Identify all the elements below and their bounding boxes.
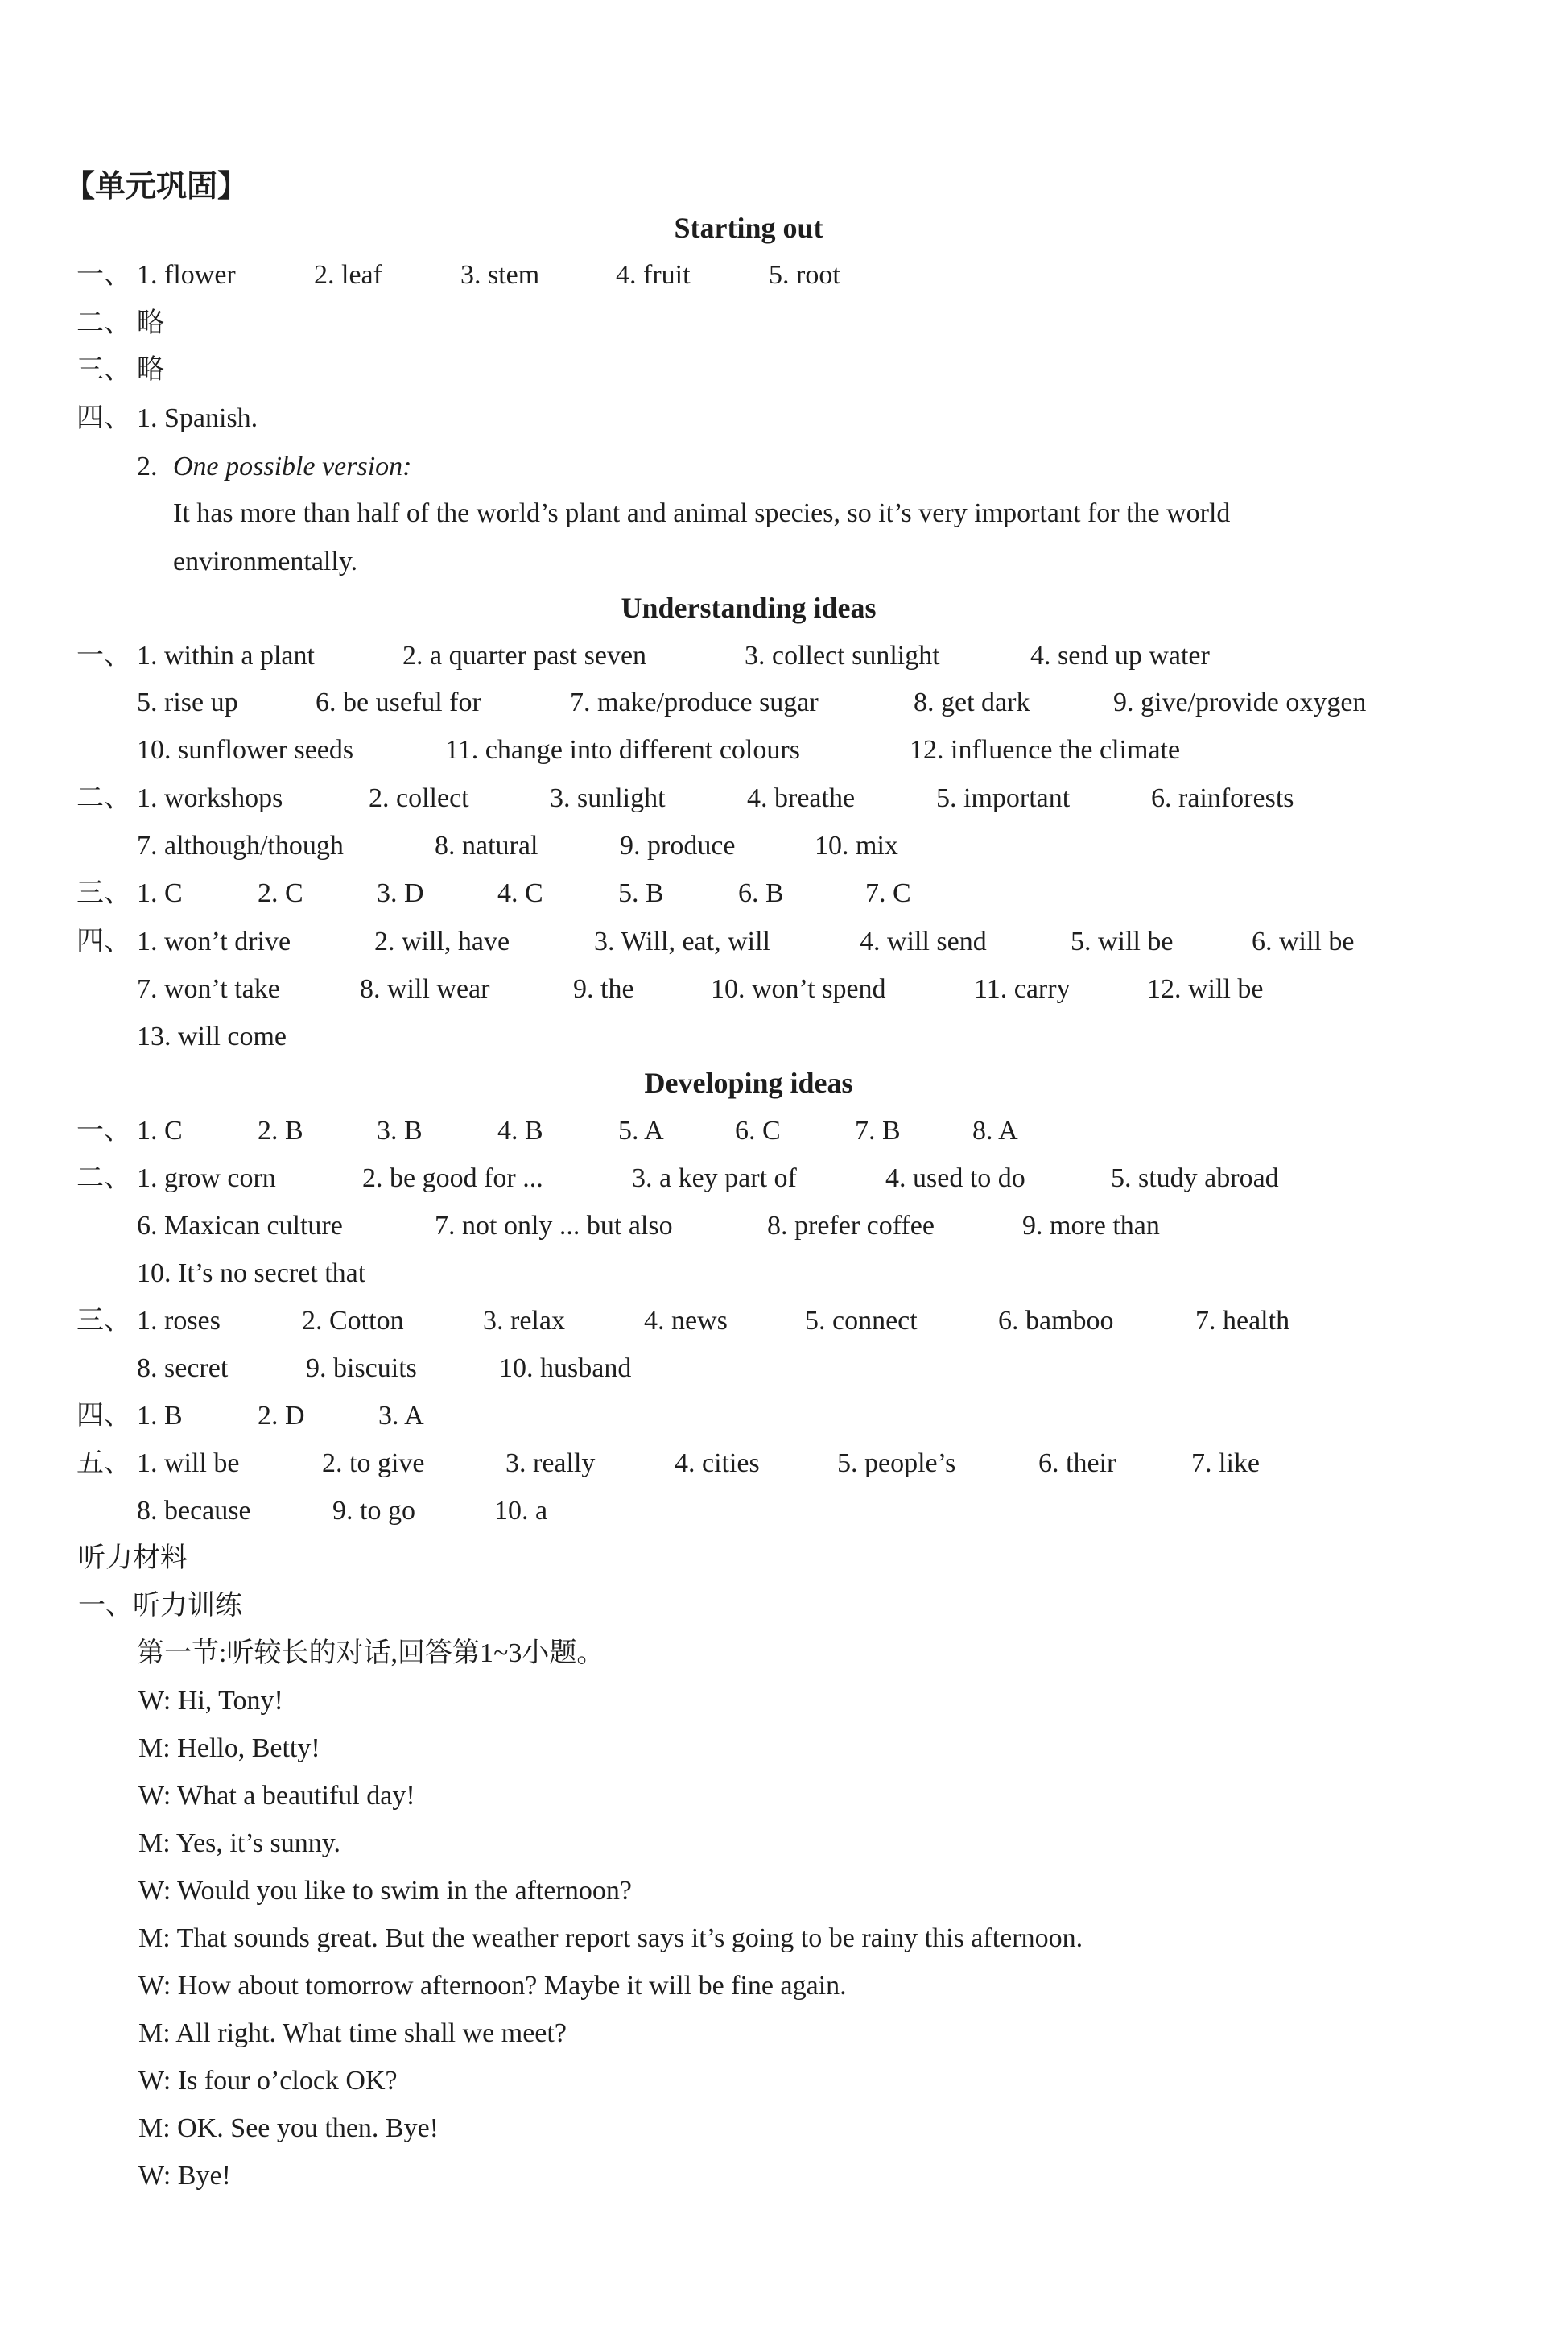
answer-item: 9. biscuits: [306, 1353, 417, 1383]
dialogue-line: W: Would you like to swim in the afternoon?: [138, 1876, 632, 1906]
label-ui-2: 二、: [76, 783, 131, 813]
dialogue-line: M: Hello, Betty!: [138, 1733, 320, 1763]
answer-item: 8. natural: [435, 831, 538, 861]
label-ui-3: 三、: [76, 878, 131, 908]
answer-item: 2. be good for ...: [362, 1163, 543, 1193]
answer-item: 4. used to do: [885, 1163, 1025, 1193]
answer-item: 5. people’s: [837, 1448, 956, 1478]
answer-item: 10. sunflower seeds: [137, 735, 354, 765]
answer-item: 10. It’s no secret that: [137, 1258, 366, 1288]
answer-item: 4. fruit: [616, 260, 691, 290]
answer-item: 5. will be: [1071, 927, 1174, 956]
answer-item: 5. B: [618, 878, 664, 908]
answer-paragraph: environmentally.: [173, 547, 358, 576]
answer-item: 1. roses: [137, 1306, 221, 1336]
label-so-2: 二、: [76, 308, 131, 338]
answer-item: 6. bamboo: [998, 1306, 1114, 1336]
answer-item: 13. will come: [137, 1022, 287, 1051]
answer-item: 3. sunlight: [550, 783, 666, 813]
answer-item: 9. produce: [620, 831, 736, 861]
answer-item: 1. will be: [137, 1448, 240, 1478]
answer-item: 6. will be: [1252, 927, 1355, 956]
section-heading-understanding-ideas: Understanding ideas: [621, 592, 877, 624]
answer-item: 9. more than: [1022, 1211, 1160, 1241]
answer-item: 9. to go: [332, 1496, 415, 1526]
answer-item: 7. B: [855, 1116, 901, 1146]
answer-item: 1. within a plant: [137, 641, 315, 671]
answer-item: 7. won’t take: [137, 974, 280, 1004]
answer-item: 11. carry: [974, 974, 1071, 1004]
label-so-1: 一、: [76, 260, 131, 290]
label-so-4: 四、: [76, 403, 131, 433]
answer-item: 9. the: [573, 974, 634, 1004]
answer-item: 2. to give: [322, 1448, 425, 1478]
answer-item: 1. won’t drive: [137, 927, 291, 956]
answer-item: 12. will be: [1147, 974, 1264, 1004]
answer-item: 7. make/produce sugar: [570, 688, 819, 717]
answer-item: 11. change into different colours: [445, 735, 800, 765]
answer-item: 7. not only ... but also: [435, 1211, 673, 1241]
answer-item: 8. prefer coffee: [767, 1211, 935, 1241]
answer-item: 4. breathe: [747, 783, 856, 813]
answer-item: 4. will send: [860, 927, 987, 956]
answer-item: 3. B: [377, 1116, 423, 1146]
answer-item: 10. a: [494, 1496, 548, 1526]
answer-item: 6. their: [1038, 1448, 1116, 1478]
answer-item: 3. relax: [483, 1306, 565, 1336]
dialogue-line: M: Yes, it’s sunny.: [138, 1828, 340, 1858]
answer-item: 2. Cotton: [302, 1306, 404, 1336]
dialogue-line: M: OK. See you then. Bye!: [138, 2113, 439, 2143]
answer-item: 2. a quarter past seven: [402, 641, 647, 671]
answer-item: 4. news: [644, 1306, 728, 1336]
answer-item: 6. rainforests: [1151, 783, 1294, 813]
answer-item: 略: [137, 308, 164, 338]
answer-item: 2. C: [258, 878, 303, 908]
answer-item: 5. A: [618, 1116, 664, 1146]
answer-item: 6. C: [735, 1116, 781, 1146]
label-di-2: 二、: [76, 1163, 131, 1193]
answer-item: 3. a key part of: [632, 1163, 797, 1193]
answer-item: 10. won’t spend: [711, 974, 886, 1004]
listening-title: 听力材料: [78, 1543, 188, 1573]
answer-item: 7. although/though: [137, 831, 344, 861]
answer-item: 3. A: [378, 1401, 424, 1431]
answer-item: 7. C: [865, 878, 911, 908]
answer-item: 1. C: [137, 1116, 183, 1146]
label-di-3: 三、: [76, 1306, 131, 1336]
answer-number: 2.: [137, 452, 158, 481]
answer-item: 6. be useful for: [316, 688, 481, 717]
answer-item: 1. flower: [137, 260, 236, 290]
label-di-4: 四、: [76, 1401, 131, 1431]
answer-label: One possible version:: [173, 452, 412, 481]
answer-item: 8. A: [972, 1116, 1018, 1146]
label-di-5: 五、: [76, 1448, 131, 1478]
answer-item: 3. collect sunlight: [745, 641, 940, 671]
answer-item: 1. Spanish.: [137, 403, 258, 433]
answer-item: 7. like: [1191, 1448, 1260, 1478]
answer-item: 8. because: [137, 1496, 251, 1526]
answer-item: 12. influence the climate: [910, 735, 1181, 765]
answer-item: 4. send up water: [1030, 641, 1210, 671]
answer-paragraph: It has more than half of the world’s plant and animal species, so it’s very important for the world: [173, 498, 1231, 528]
dialogue-line: W: Is four o’clock OK?: [138, 2066, 398, 2096]
answer-item: 5. root: [769, 260, 840, 290]
dialogue-line: W: Bye!: [138, 2161, 231, 2191]
answer-item: 9. give/provide oxygen: [1113, 688, 1367, 717]
answer-item: 2. B: [258, 1116, 303, 1146]
answer-item: 5. important: [936, 783, 1071, 813]
answer-item: 2. will, have: [374, 927, 510, 956]
dialogue-line: M: All right. What time shall we meet?: [138, 2018, 567, 2048]
answer-item: 1. grow corn: [137, 1163, 276, 1193]
answer-item: 4. C: [497, 878, 543, 908]
section-heading-starting-out: Starting out: [674, 212, 823, 244]
label-di-1: 一、: [76, 1116, 131, 1146]
label-so-3: 三、: [76, 355, 131, 385]
answer-item: 8. get dark: [914, 688, 1030, 717]
section-heading-developing-ideas: Developing ideas: [644, 1067, 853, 1099]
answer-item: 3. really: [505, 1448, 596, 1478]
label-ui-1: 一、: [76, 641, 131, 671]
answer-item: 10. mix: [815, 831, 898, 861]
answer-item: 2. D: [258, 1401, 305, 1431]
dialogue-line: W: Hi, Tony!: [138, 1686, 283, 1716]
answer-item: 10. husband: [499, 1353, 632, 1383]
answer-item: 5. study abroad: [1111, 1163, 1279, 1193]
answer-item: 2. leaf: [314, 260, 382, 290]
answer-item: 6. B: [738, 878, 784, 908]
answer-item: 5. connect: [805, 1306, 918, 1336]
answer-item: 7. health: [1195, 1306, 1290, 1336]
listening-part-title: 一、听力训练: [78, 1591, 242, 1621]
answer-item: 3. stem: [460, 260, 540, 290]
answer-item: 3. D: [377, 878, 424, 908]
answer-item: 1. B: [137, 1401, 183, 1431]
answer-item: 5. rise up: [137, 688, 238, 717]
dialogue-line: M: That sounds great. But the weather report says it’s going to be rainy this afternoon.: [138, 1923, 1083, 1953]
answer-item: 4. cities: [675, 1448, 760, 1478]
dialogue-line: W: How about tomorrow afternoon? Maybe it will be fine again.: [138, 1971, 847, 2001]
answer-item: 略: [137, 355, 164, 385]
answer-item: 2. collect: [369, 783, 469, 813]
answer-item: 6. Maxican culture: [137, 1211, 343, 1241]
dialogue-line: W: What a beautiful day!: [138, 1781, 415, 1811]
answer-item: 8. secret: [137, 1353, 229, 1383]
answer-item: 3. Will, eat, will: [594, 927, 770, 956]
answer-item: 1. workshops: [137, 783, 283, 813]
label-ui-4: 四、: [76, 927, 131, 956]
answer-item: 8. will wear: [360, 974, 490, 1004]
answer-item: 1. C: [137, 878, 183, 908]
answer-item: 4. B: [497, 1116, 543, 1146]
page-title: 【单元巩固】: [64, 170, 249, 204]
listening-section-title: 第一节:听较长的对话,回答第1~3小题。: [137, 1638, 605, 1668]
